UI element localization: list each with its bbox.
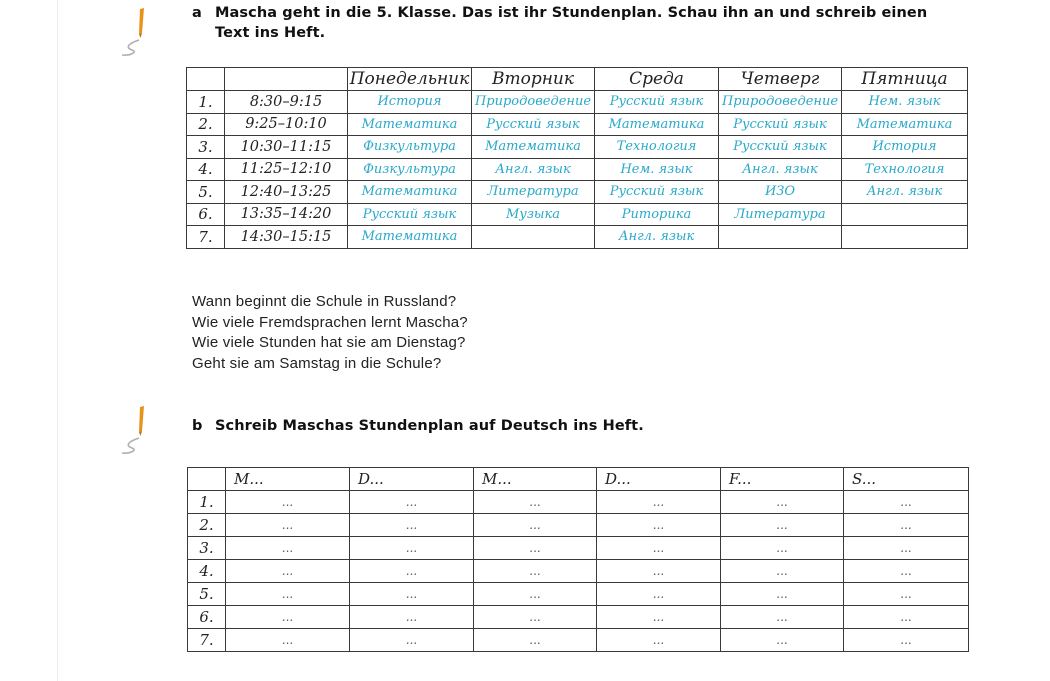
blank-cell: ... [844,491,969,514]
template-header-row [188,468,969,491]
header-friday: Пятница [842,68,968,91]
timetable-row [187,226,968,249]
subject-cell: Русский язык [595,91,719,114]
template-row [188,560,969,583]
header-day: F... [721,468,844,491]
subject-cell: Природоведение [719,91,842,114]
blank-cell: ... [597,606,721,629]
task-b-heading [192,416,644,436]
blank-cell: ... [350,583,474,606]
task-b-letter: b [192,418,203,434]
header-day: D... [597,468,721,491]
subject-cell: Русский язык [595,181,719,204]
lesson-number: 1. [187,91,225,114]
subject-cell: Физкультура [348,158,472,181]
header-tuesday: Вторник [472,68,595,91]
lesson-number: 5. [187,181,225,204]
template-row [188,514,969,537]
blank-cell: ... [350,629,474,652]
timetable-row [187,136,968,159]
lesson-time: 8:30–9:15 [225,91,348,114]
template-row [188,629,969,652]
pencil-icon [118,5,152,61]
blank-cell: ... [226,583,350,606]
subject-cell: Англ. язык [472,158,595,181]
blank-cell: ... [597,537,721,560]
subject-cell [472,226,595,249]
header-day: S... [844,468,969,491]
task-b-text: Schreib Maschas Stundenplan auf Deutsch ins Heft. [215,418,644,434]
lesson-time: 9:25–10:10 [225,113,348,136]
subject-cell: Англ. язык [595,226,719,249]
subject-cell: Технология [595,136,719,159]
blank-cell: ... [844,629,969,652]
lesson-number: 7. [188,629,226,652]
blank-cell: ... [844,606,969,629]
subject-cell [842,226,968,249]
page-margin-line [57,0,58,681]
header-thursday: Четверг [719,68,842,91]
blank-cell: ... [597,583,721,606]
blank-cell: ... [350,491,474,514]
german-timetable-template [187,467,969,652]
question: Geht sie am Samstag in die Schule? [192,354,442,372]
subject-cell: Риторика [595,203,719,226]
blank-cell: ... [226,491,350,514]
lesson-number: 2. [188,514,226,537]
subject-cell: Русский язык [719,136,842,159]
lesson-number: 1. [188,491,226,514]
subject-cell: Литература [719,203,842,226]
lesson-time: 12:40–13:25 [225,181,348,204]
timetable-row [187,181,968,204]
template-row [188,537,969,560]
blank-cell: ... [721,629,844,652]
header-num [188,468,226,491]
blank-cell: ... [474,537,597,560]
blank-cell: ... [844,583,969,606]
subject-cell: Русский язык [719,113,842,136]
header-wednesday: Среда [595,68,719,91]
blank-cell: ... [226,606,350,629]
lesson-number: 7. [187,226,225,249]
lesson-number: 4. [188,560,226,583]
lesson-time: 14:30–15:15 [225,226,348,249]
blank-cell: ... [597,491,721,514]
timetable-header-row [187,68,968,91]
timetable-row [187,203,968,226]
timetable-row [187,158,968,181]
header-time [225,68,348,91]
blank-cell: ... [226,514,350,537]
blank-cell: ... [474,491,597,514]
lesson-time: 13:35–14:20 [225,203,348,226]
blank-cell: ... [844,560,969,583]
subject-cell: ИЗО [719,181,842,204]
task-a-heading [192,3,927,43]
timetable-row [187,91,968,114]
blank-cell: ... [597,629,721,652]
timetable-row [187,113,968,136]
blank-cell: ... [474,583,597,606]
blank-cell: ... [474,606,597,629]
lesson-number: 6. [188,606,226,629]
pencil-icon [118,403,152,459]
lesson-time: 10:30–11:15 [225,136,348,159]
task-a-line2: Text ins Heft. [215,25,326,41]
question: Wann beginnt die Schule in Russland? [192,293,457,310]
header-day: M... [474,468,597,491]
lesson-time: 11:25–12:10 [225,158,348,181]
lesson-number: 3. [188,537,226,560]
blank-cell: ... [721,583,844,606]
question: Wie viele Stunden hat sie am Dienstag? [192,334,466,351]
subject-cell: Природоведение [472,91,595,114]
blank-cell: ... [597,560,721,583]
lesson-number: 2. [187,113,225,136]
header-day: D... [350,468,474,491]
subject-cell [842,203,968,226]
blank-cell: ... [226,629,350,652]
blank-cell: ... [721,560,844,583]
header-day: M... [226,468,350,491]
subject-cell: Математика [348,181,472,204]
subject-cell: Математика [595,113,719,136]
subject-cell: Технология [842,158,968,181]
header-num [187,68,225,91]
subject-cell: История [348,91,472,114]
blank-cell: ... [721,491,844,514]
blank-cell: ... [597,514,721,537]
subject-cell: Русский язык [472,113,595,136]
blank-cell: ... [721,606,844,629]
blank-cell: ... [844,514,969,537]
blank-cell: ... [844,537,969,560]
blank-cell: ... [350,514,474,537]
template-row [188,491,969,514]
blank-cell: ... [474,560,597,583]
template-row [188,606,969,629]
blank-cell: ... [350,606,474,629]
subject-cell: Англ. язык [842,181,968,204]
subject-cell: Физкультура [348,136,472,159]
blank-cell: ... [721,514,844,537]
subject-cell: Англ. язык [719,158,842,181]
blank-cell: ... [226,537,350,560]
subject-cell: Русский язык [348,203,472,226]
header-monday: Понедельник [348,68,472,91]
lesson-number: 6. [187,203,225,226]
lesson-number: 3. [187,136,225,159]
template-row [188,583,969,606]
russian-timetable [186,67,968,249]
question: Wie viele Fremdsprachen lernt Mascha? [192,313,468,331]
blank-cell: ... [350,560,474,583]
subject-cell: Музыка [472,203,595,226]
subject-cell: Математика [348,226,472,249]
subject-cell: История [842,136,968,159]
subject-cell: Нем. язык [595,158,719,181]
blank-cell: ... [226,560,350,583]
lesson-number: 5. [188,583,226,606]
subject-cell: Математика [842,113,968,136]
subject-cell [719,226,842,249]
lesson-number: 4. [187,158,225,181]
subject-cell: Математика [472,136,595,159]
subject-cell: Литература [472,181,595,204]
blank-cell: ... [721,537,844,560]
questions-block [192,292,468,374]
subject-cell: Нем. язык [842,91,968,114]
blank-cell: ... [474,629,597,652]
blank-cell: ... [350,537,474,560]
task-a-letter: a [192,5,202,21]
subject-cell: Математика [348,113,472,136]
blank-cell: ... [474,514,597,537]
task-a-line1: Mascha geht in die 5. Klasse. Das ist ihr Stundenplan. Schau ihn an und schreib einen [215,5,928,21]
